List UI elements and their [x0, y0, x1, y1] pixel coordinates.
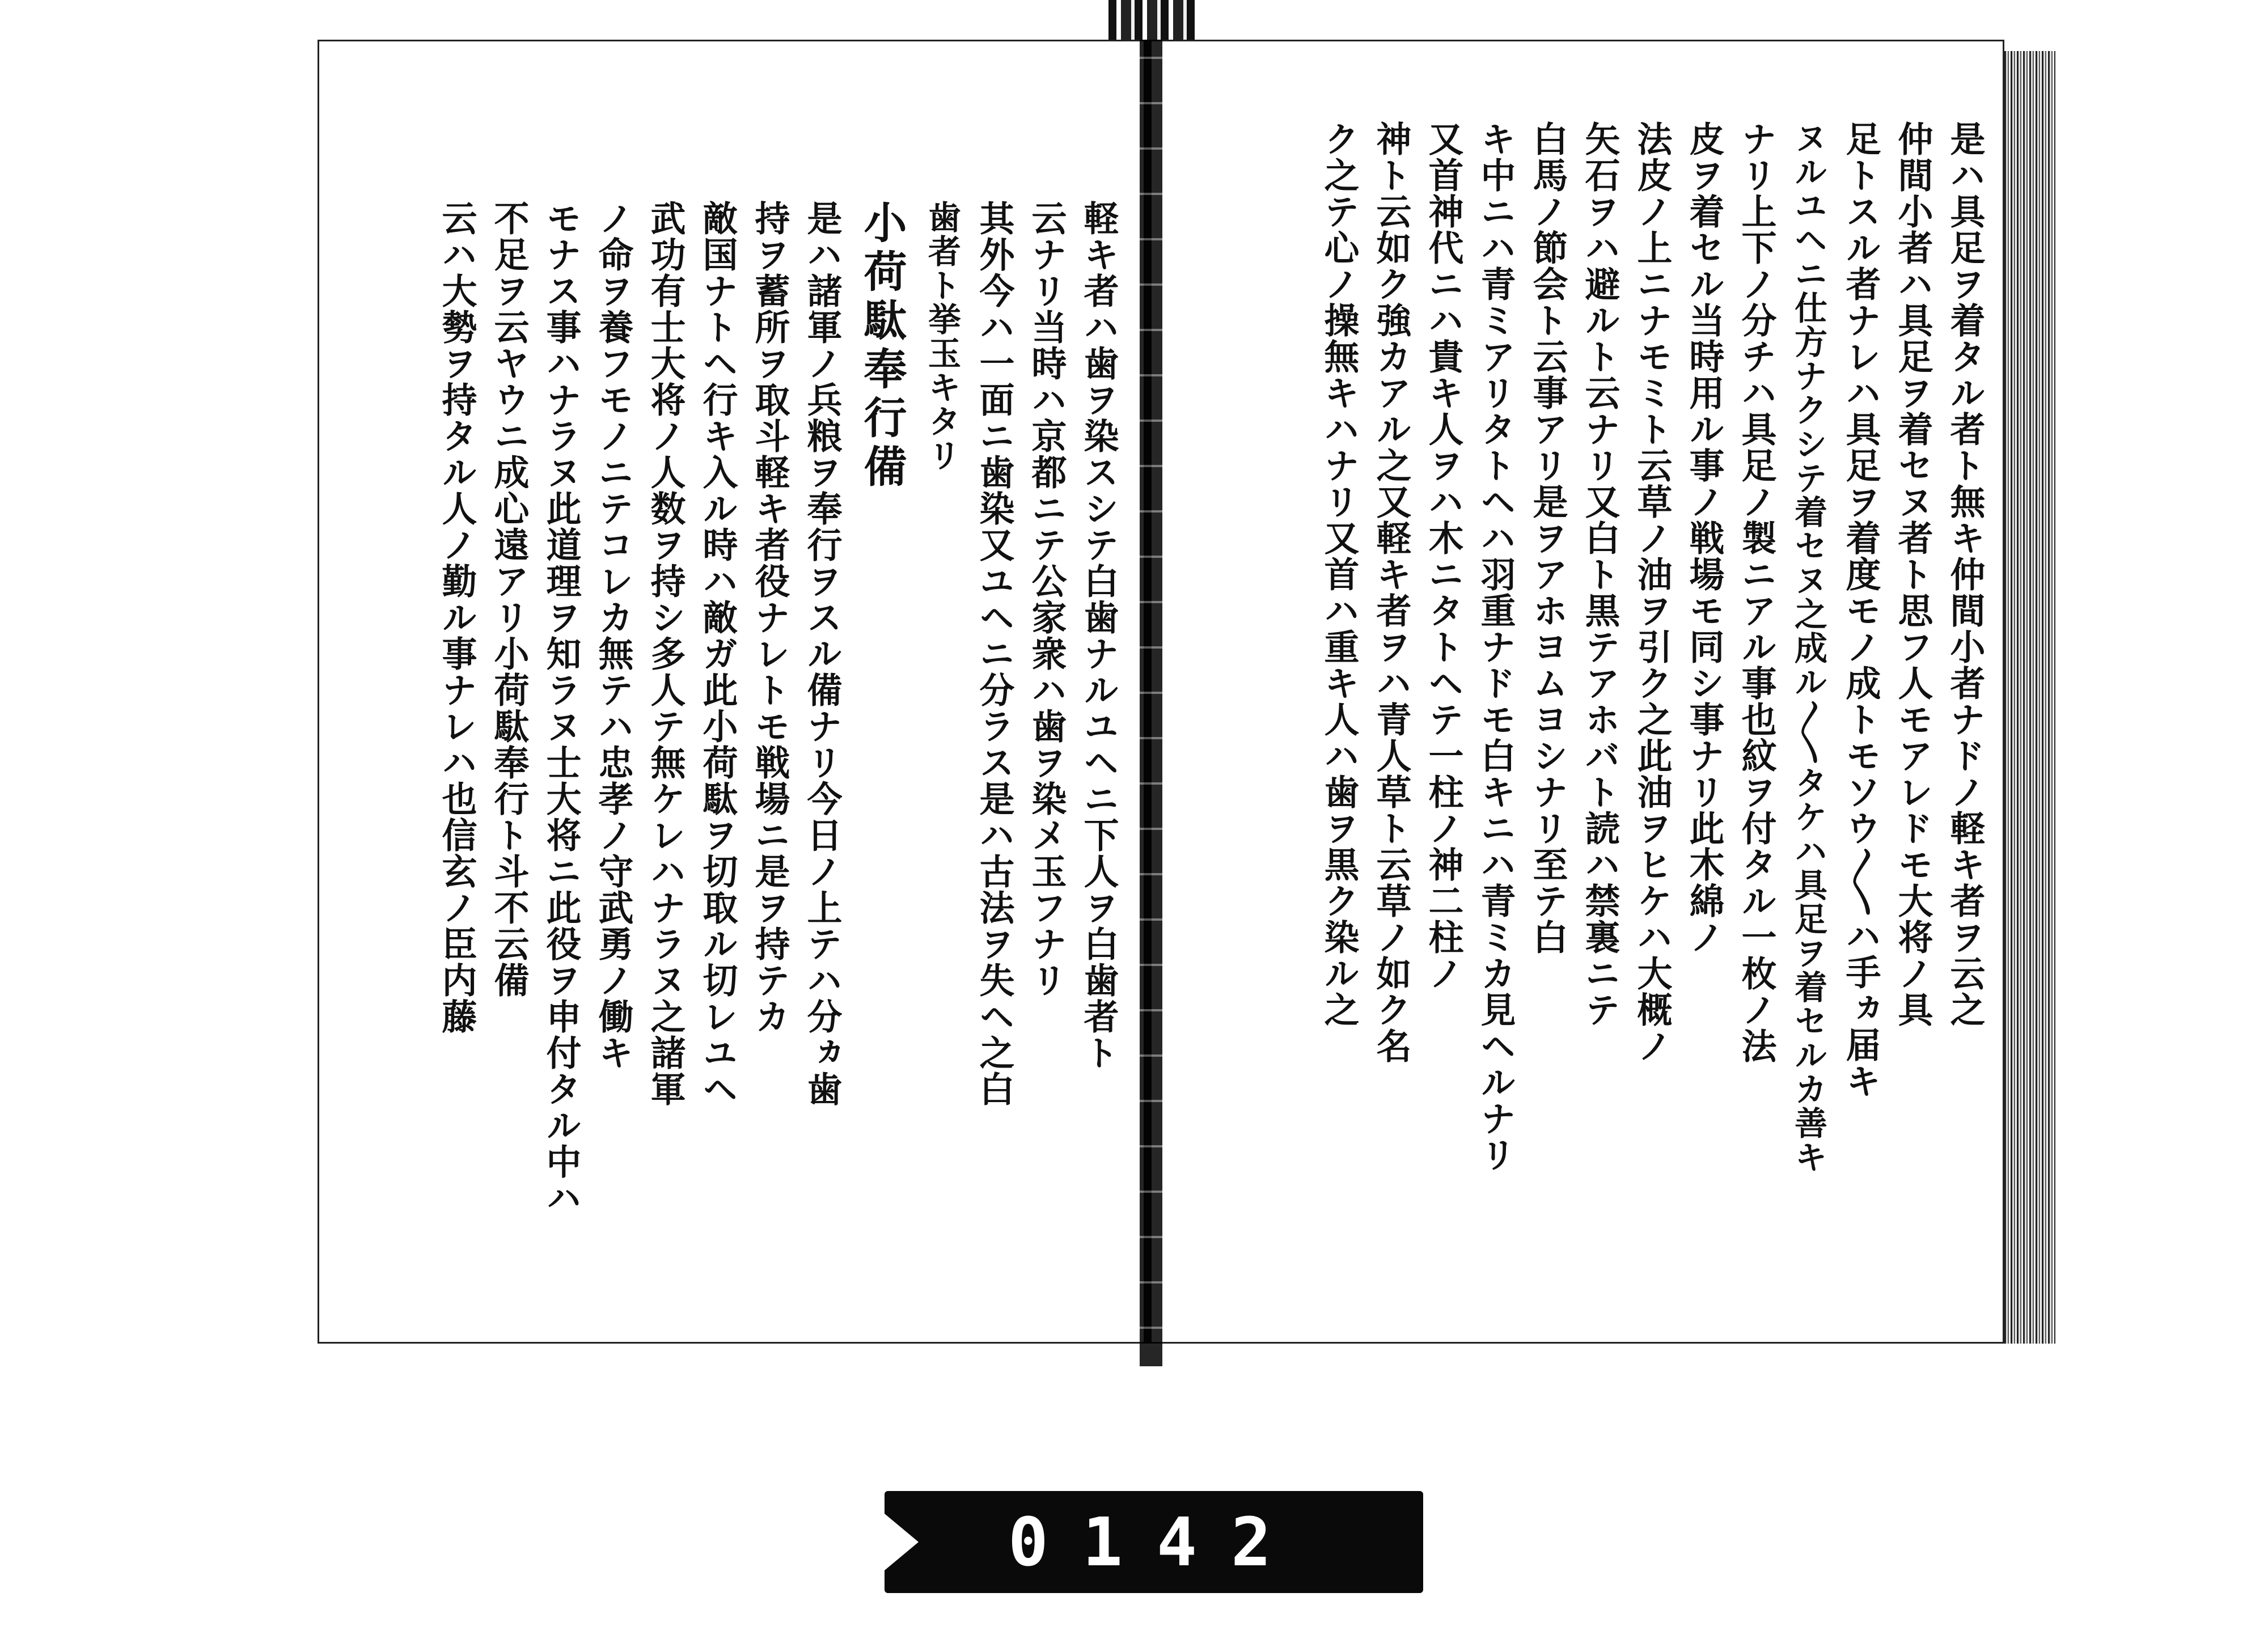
text-column: ヌルユヘニ仕方ナクシテ着セヌ之成ル〳〵タケハ具足ヲ着セルカ善キ: [1789, 121, 1827, 1174]
text-column: ナリ上下ノ分チハ具足ノ製ニアル事也紋ヲ付タル一枚ノ法: [1736, 121, 1777, 1064]
text-column: 白馬ノ節会ト云事アリ是ヲアホヨムヨシナリ至テ白: [1527, 121, 1568, 955]
text-column: 矢石ヲハ避ルト云ナリ又白ト黒テアホバト読ハ禁裏ニテ: [1579, 121, 1620, 1028]
text-column: 神ト云如ク強カアル之又軽キ者ヲハ青人草ト云草ノ如ク名: [1370, 121, 1412, 1064]
text-column: 云ハ大勢ヲ持タル人ノ勤ル事ナレハ也信玄ノ臣内藤: [436, 200, 477, 1035]
text-column: 皮ヲ着セル当時用ル事ノ戦場モ同シ事ナリ此木綿ノ: [1683, 121, 1725, 955]
text-column: 軽キ者ハ歯ヲ染スシテ白歯ナルユヘニ下人ヲ白歯者ト: [1078, 200, 1119, 1071]
left-page: [318, 40, 1148, 1344]
frame-number: 0142: [1008, 1503, 1306, 1581]
text-column: 云ナリ当時ハ京都ニテ公家衆ハ歯ヲ染メ玉フナリ: [1026, 200, 1067, 998]
text-column: 敵国ナトヘ行キ入ル時ハ敵ガ此小荷駄ヲ切取ル切レユヘ: [697, 200, 738, 1107]
stamp-notch: [885, 1514, 919, 1570]
frame-number-stamp: [885, 1491, 1423, 1593]
right-page-text: [1186, 121, 1991, 1226]
text-column: 武功有士大将ノ人数ヲ持シ多人テ無ケレハナラヌ之諸軍: [645, 200, 686, 1107]
text-column: キ中ニハ青ミアリタトヘハ羽重ナドモ白キニハ青ミカ見ヘルナリ: [1475, 121, 1516, 1173]
text-column: ク之テ心ノ操無キハナリ又首ハ重キ人ハ歯ヲ黒ク染ル之: [1318, 121, 1360, 1028]
text-column: 是ハ諸軍ノ兵粮ヲ奉行ヲスル備ナリ今日ノ上テハ分ヵ歯: [801, 200, 843, 1107]
text-column: ノ命ヲ養フモノニテコレカ無テハ忠孝ノ守武勇ノ働キ: [593, 200, 634, 1071]
left-page-text: [365, 200, 1124, 1306]
text-column: モナス事ハナラヌ此道理ヲ知ラヌ士大将ニ此役ヲ申付タル中ハ: [540, 200, 582, 1216]
text-column: 仲間小者ハ具足ヲ着セヌ者ト思フ人モアレドモ大将ノ具: [1892, 121, 1933, 1028]
text-column: 足トスル者ナレハ具足ヲ着度モノ成トモソウ〳〵ハ手ヵ届キ: [1840, 121, 1881, 1099]
text-column: 是ハ具足ヲ着タル者ト無キ仲間小者ナドノ軽キ者ヲ云之: [1944, 121, 1986, 1028]
open-book: [318, 40, 2019, 1366]
book-gutter: [1140, 40, 1162, 1366]
text-column: 又首神代ニハ貴キ人ヲハ木ニタトヘテ一柱ノ神二柱ノ: [1423, 121, 1464, 992]
text-column: 持ヲ蓄所ヲ取斗軽キ者役ナレトモ戦場ニ是ヲ持テカ: [749, 200, 790, 1035]
text-column: 不足ヲ云ヤウニ成心遠アリ小荷駄奉行ト斗不云備: [488, 200, 530, 998]
text-column: 其外今ハ一面ニ歯染又ユヘニ分ラス是ハ古法ヲ失ヘ之白: [974, 200, 1015, 1107]
text-column: 歯者ト挙玉キタリ: [923, 200, 961, 472]
right-page: [1148, 40, 2004, 1344]
text-column: 法皮ノ上ニナモミト云草ノ油ヲ引ク之此油ヲヒケハ大概ノ: [1631, 121, 1673, 1064]
page-edge-stack: [2004, 51, 2055, 1344]
section-heading: 小荷駄奉行備: [857, 200, 907, 493]
